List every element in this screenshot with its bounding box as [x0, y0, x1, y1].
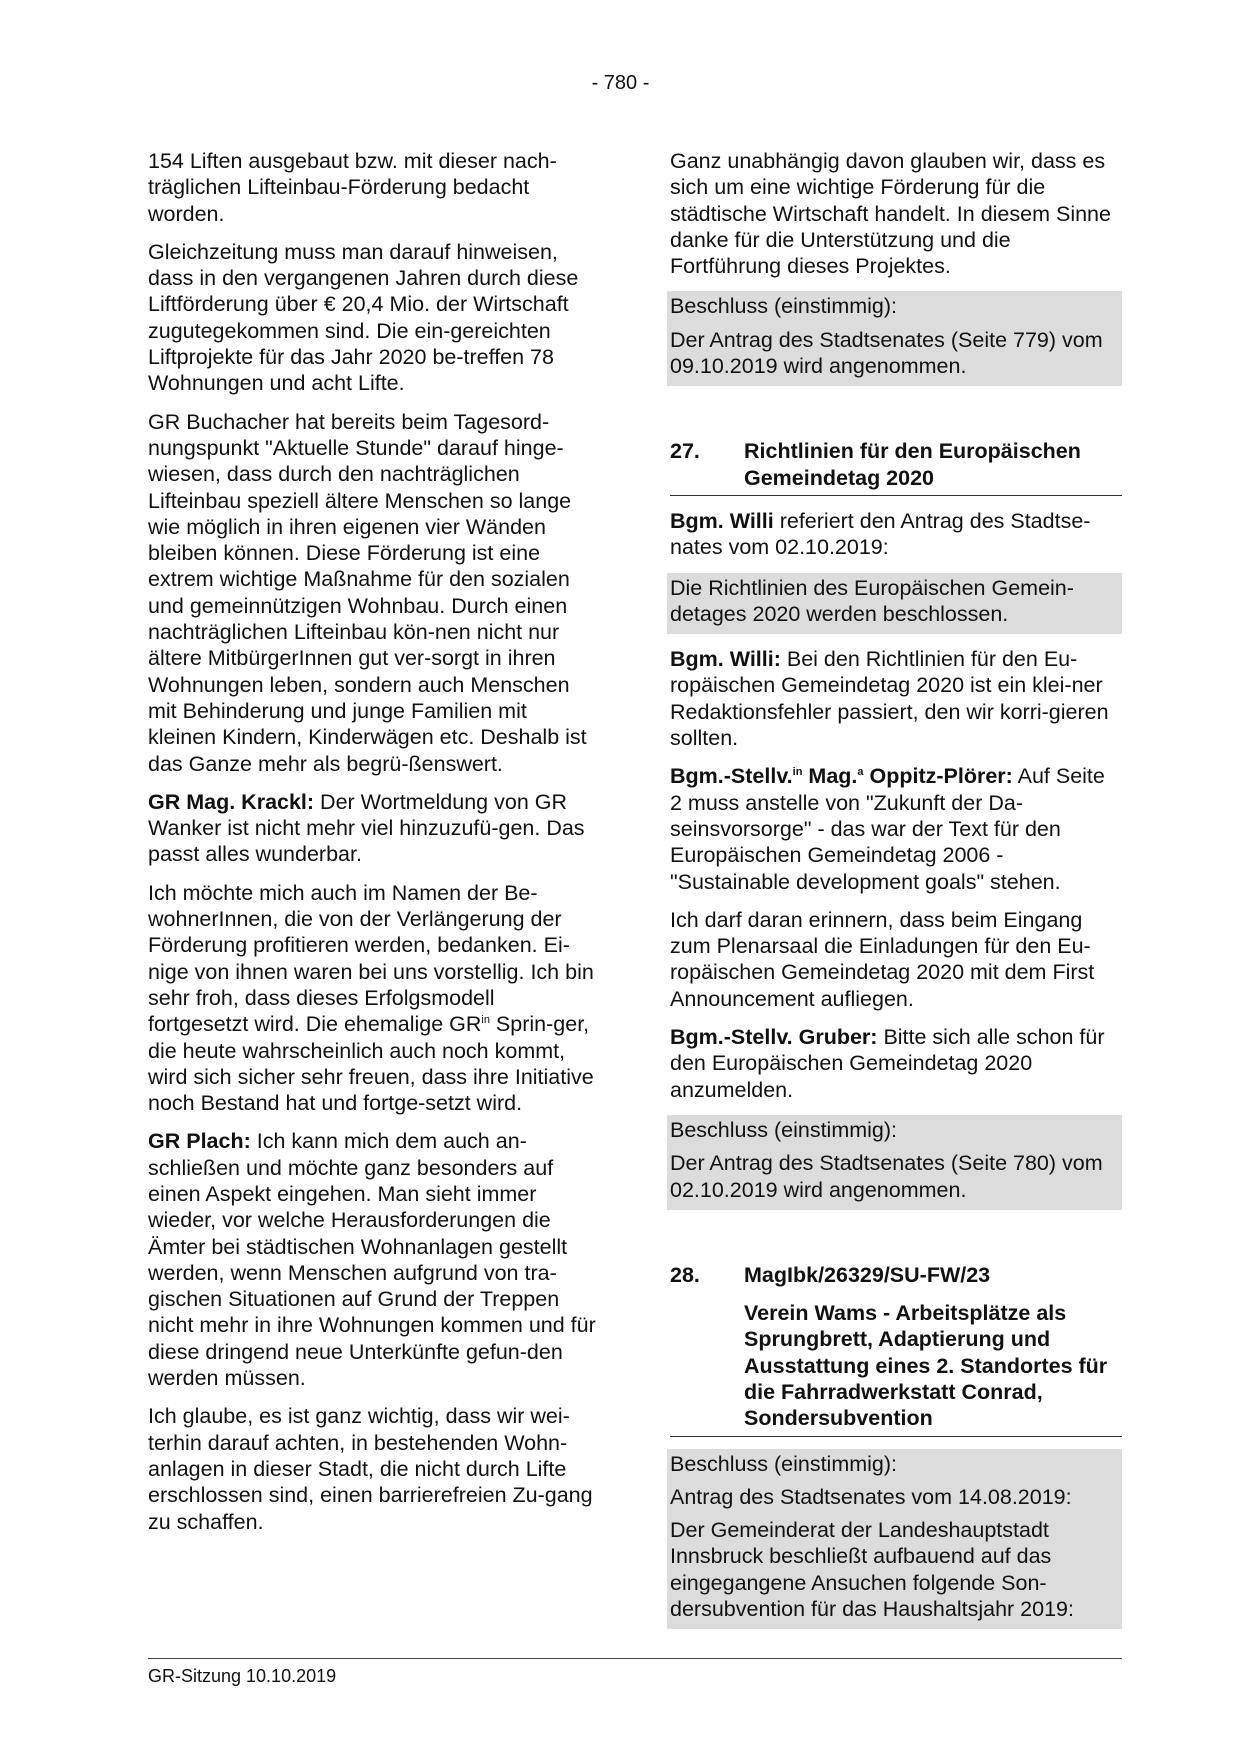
resolution-label: Beschluss (einstimmig):	[667, 1449, 1122, 1484]
left-column	[148, 148, 600, 1547]
speech-text: Ich möchte mich auch im Namen der Be-wohnerInnen, die von der Verlängerung der Förderung profitieren werden, bedanken. Ei-nige von ihnen waren bei uns vorstellig. Ich bin sehr froh, dass dieses Erfolgsmodell fortgesetzt wird. Die ehemalige GR	[148, 880, 594, 1037]
right-column	[670, 148, 1122, 1641]
paragraph	[148, 1128, 600, 1391]
paragraph: 154 Liften ausgebaut bzw. mit dieser nach-träglichen Lifteinbau-Förderung bedacht worden.	[148, 149, 557, 226]
paragraph	[148, 880, 600, 1117]
resolution-label: Beschluss (einstimmig):	[667, 1115, 1122, 1150]
speaker-name: Bgm.-Stellv. Gruber:	[670, 1025, 878, 1050]
page-number: - 780 -	[591, 72, 650, 94]
superscript: in	[481, 1014, 490, 1027]
paragraph	[670, 1024, 1122, 1103]
speaker-name: GR Mag. Krackl:	[148, 789, 315, 814]
resolution-text: Der Antrag des Stadtsenates (Seite 780) vom 02.10.2019 wird angenommen.	[667, 1150, 1122, 1210]
footer-divider	[148, 1658, 1122, 1659]
speaker-name: Bgm. Willi:	[670, 647, 781, 672]
motion-text: Die Richtlinien des Europäischen Gemein-detages 2020 werden beschlossen.	[667, 573, 1122, 635]
resolution-text: Der Antrag des Stadtsenates (Seite 779) vom 09.10.2019 wird angenommen.	[667, 327, 1122, 387]
agenda-item-number: 28.	[670, 1262, 700, 1287]
speech-text: Der Wortmeldung von GR Wanker ist nicht mehr viel hinzuzufü-gen. Das passt alles wunderbar.	[148, 789, 585, 867]
resolution-box	[670, 291, 1122, 386]
paragraph: GR Buchacher hat bereits beim Tagesord-nungspunkt "Aktuelle Stunde" darauf hinge-wiesen, dass durch den nachträglichen Lifteinbau speziell ältere Menschen so lange wie möglich in ihren eigenen vier Wänden bleiben können. Diese Förderung ist eine extrem wichtige Maßnahme für den sozialen und gemeinnützigen Wohnbau. Durch einen nachträglichen Lifteinbau kön-nen nicht nur ältere MitbürgerInnen gut ver-sorgt in ihren Wohnungen leben, sondern auch Menschen mit Behinderung und junge Familien mit kleinen Kindern, Kinderwägen etc. Deshalb ist das Ganze mehr als begrü-ßenswert.	[148, 409, 587, 776]
footer-session-date: GR-Sitzung 10.10.2019	[148, 1666, 337, 1686]
paragraph	[148, 789, 600, 868]
agenda-item-reference: MagIbk/26329/SU-FW/23	[744, 1262, 991, 1287]
motion-reference: Antrag des Stadtsenates vom 14.08.2019:	[667, 1484, 1122, 1517]
resolution-label: Beschluss (einstimmig):	[667, 291, 1122, 326]
agenda-item-title: Verein Wams - Arbeitsplätze als Sprungbrett, Adaptierung und Ausstattung eines 2. Standortes für die Fahrradwerkstatt Conrad, Sondersubvention	[670, 1300, 1122, 1436]
paragraph: Ganz unabhängig davon glauben wir, dass es sich um eine wichtige Förderung für die städtische Wirtschaft handelt. In diesem Sinne danke für die Unterstützung und die Fortführung dieses Projektes.	[670, 149, 1111, 279]
motion-box	[670, 573, 1122, 635]
resolution-text: Der Gemeinderat der Landeshauptstadt Innsbruck beschließt aufbauend auf das eingegangene Ansuchen folgende Son-dersubvention für das Haushaltsjahr 2019:	[667, 1517, 1122, 1629]
resolution-box	[670, 1449, 1122, 1630]
speaker-name: Bgm. Willi	[670, 508, 774, 533]
paragraph: Ich glaube, es ist ganz wichtig, dass wir wei-terhin darauf achten, in bestehenden Wohn-anlagen in dieser Stadt, die nicht durch Lifte erschlossen sind, einen barrierefreien Zu-gang zu schaffen.	[148, 1404, 593, 1534]
agenda-item-number: 27.	[670, 439, 700, 464]
paragraph	[670, 763, 1122, 894]
speech-text: Auf Seite 2 muss anstelle von "Zukunft der Da-seinsvorsorge" - das war der Text für den Europäischen Gemeindetag 2006 - "Sustainable development goals" stehen.	[670, 764, 1105, 894]
paragraph: Gleichzeitung muss man darauf hinweisen, dass in den vergangenen Jahren durch diese Liftförderung über € 20,4 Mio. der Wirtschaft zugutegekommen sind. Die ein-gereichten Liftprojekte für das Jahr 2020 be-treffen 78 Wohnungen und acht Lifte.	[148, 239, 579, 396]
speech-text: Ich kann mich dem auch an-schließen und möchte ganz besonders auf einen Aspekt eingehen. Man sieht immer wieder, vor welche Herausforderungen die Ämter bei städtischen Wohnanlagen gestellt werden, wenn Menschen aufgrund von tra-gischen Situationen auf Grund der Treppen nicht mehr in ihre Wohnungen kommen und für diese dringend neue Unterkünfte gefun-den werden müssen.	[148, 1129, 596, 1391]
paragraph	[670, 508, 1122, 561]
agenda-item-27-heading	[670, 438, 1122, 496]
agenda-item-title: Richtlinien für den Europäischen Gemeindetag 2020	[744, 439, 1081, 490]
speech-text: Sprin-ger, die heute wahrscheinlich auch noch kommt, wird sich sicher sehr freuen, dass ihre Initiative noch Bestand hat und fortge-setzt wird.	[148, 1012, 594, 1116]
agenda-item-28-heading	[670, 1262, 1122, 1288]
speech-text: Bei den Richtlinien für den Eu-ropäischen Gemeindetag 2020 ist ein klei-ner Redaktionsfehler passiert, den wir korri-gieren sollten.	[670, 647, 1109, 751]
speaker-name: Bgm.-Stellv.$^{in}$ Mag.$^a$ Oppitz-Plörer:	[670, 764, 1013, 789]
paragraph: Ich darf daran erinnern, dass beim Eingang zum Plenarsaal die Einladungen für den Eu-ropäischen Gemeindetag 2020 mit dem First Announcement aufliegen.	[670, 907, 1095, 1011]
speech-text: Bitte sich alle schon für den Europäischen Gemeindetag 2020 anzumelden.	[670, 1025, 1105, 1102]
speaker-name: GR Plach:	[148, 1129, 251, 1154]
resolution-box	[670, 1115, 1122, 1210]
speech-text: referiert den Antrag des Stadtse-nates vom 02.10.2019:	[670, 508, 1091, 560]
paragraph	[670, 646, 1122, 751]
